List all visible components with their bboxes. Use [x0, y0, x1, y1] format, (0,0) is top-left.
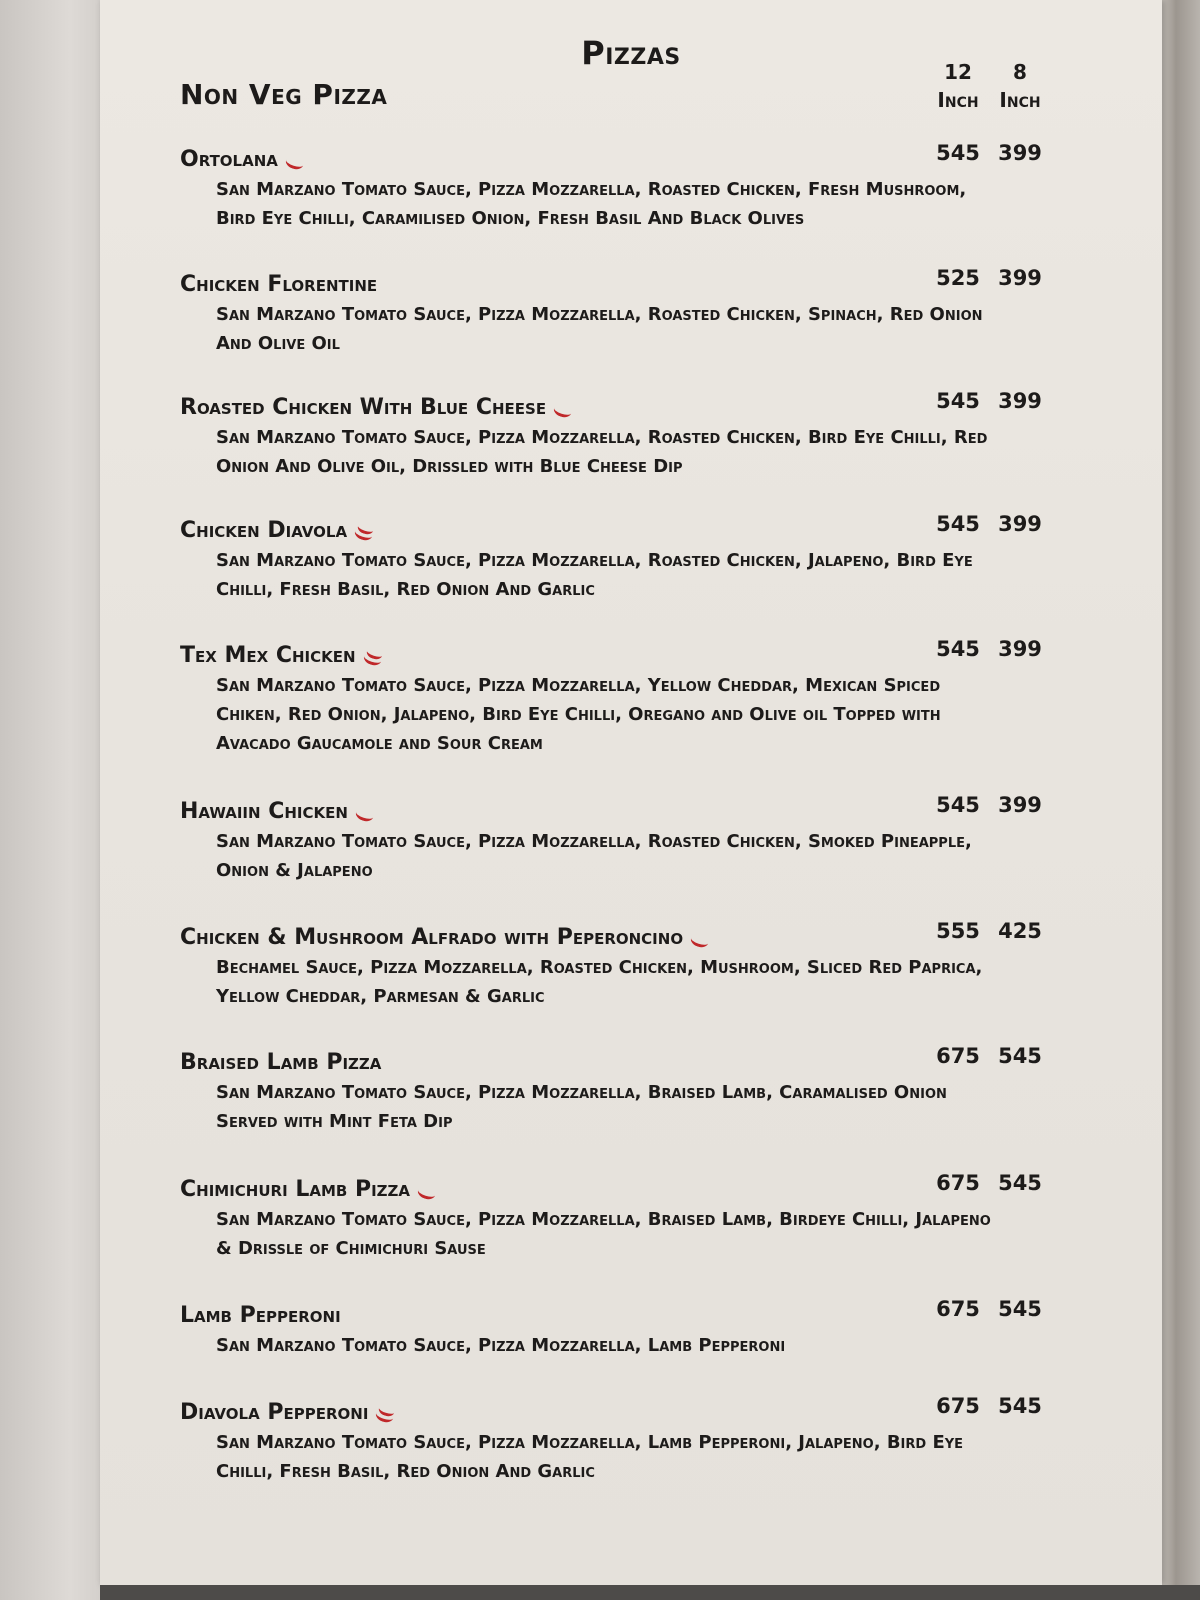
price-12-inch: 545 [936, 141, 980, 165]
chilli-icon [376, 1407, 394, 1419]
item-name: Diavola Pepperoni [180, 1400, 369, 1425]
price-8-inch: 399 [998, 141, 1042, 165]
item-description: San Marzano Tomato Sauce, Pizza Mozzarella, Yellow Cheddar, Mexican Spiced Chiken, Red Onion, Jalapeno, Bird Eye Chilli, Oregano and Olive oil Topped with Avacado Gaucamole and Sour Cream [216, 675, 941, 754]
item-name: Chicken Florentine [180, 272, 378, 297]
menu-item [180, 1171, 1080, 1263]
price-12-inch: 545 [936, 793, 980, 817]
item-description: San Marzano Tomato Sauce, Pizza Mozzarella, Roasted Chicken, Fresh Mushroom, Bird Eye Chilli, Caramilised Onion, Fresh Basil And Black Olives [216, 179, 967, 229]
price-8-inch: 399 [998, 637, 1042, 661]
price-12-inch: 555 [936, 919, 980, 943]
price-8-inch: 425 [998, 919, 1042, 943]
price-12-inch: 545 [936, 512, 980, 536]
price-12-inch: 675 [936, 1171, 980, 1195]
menu-item [180, 389, 1080, 481]
menu-page [100, 0, 1162, 1585]
chilli-icon [286, 154, 304, 166]
item-description: San Marzano Tomato Sauce, Pizza Mozzarella, Roasted Chicken, Jalapeno, Bird Eye Chilli, Fresh Basil, Red Onion And Garlic [216, 550, 973, 600]
price-12-inch: 675 [936, 1297, 980, 1321]
chilli-icon [691, 932, 709, 944]
price-12-inch: 545 [936, 637, 980, 661]
item-description: San Marzano Tomato Sauce, Pizza Mozzarella, Lamb Pepperoni [216, 1335, 786, 1356]
menu-item [180, 1394, 1080, 1486]
menu-item [180, 266, 1080, 358]
price-12-inch: 525 [936, 266, 980, 290]
item-description: San Marzano Tomato Sauce, Pizza Mozzarella, Roasted Chicken, Smoked Pineapple, Onion & Jalapeno [216, 831, 972, 881]
item-name: Hawaiin Chicken [180, 799, 348, 824]
price-8-inch: 545 [998, 1044, 1042, 1068]
menu-item [180, 793, 1080, 885]
price-8-inch: 545 [998, 1394, 1042, 1418]
price-8-inch: 545 [998, 1297, 1042, 1321]
menu-item [180, 637, 1080, 758]
section-title: Non Veg Pizza [180, 78, 388, 111]
item-description: San Marzano Tomato Sauce, Pizza Mozzarella, Braised Lamb, Caramalised Onion Served with Mint Feta Dip [216, 1082, 947, 1132]
item-name: Lamb Pepperoni [180, 1303, 341, 1328]
price-8-inch: 399 [998, 512, 1042, 536]
menu-item [180, 919, 1080, 1011]
size-unit: Inch [937, 88, 979, 112]
price-12-inch: 675 [936, 1044, 980, 1068]
item-description: San Marzano Tomato Sauce, Pizza Mozzarella, Braised Lamb, Birdeye Chilli, Jalapeno & Drissle of Chimichuri Sause [216, 1209, 991, 1259]
price-12-inch: 675 [936, 1394, 980, 1418]
price-8-inch: 399 [998, 793, 1042, 817]
table-surface [100, 1585, 1200, 1600]
chilli-icon [364, 650, 382, 662]
item-name: Chicken Diavola [180, 518, 348, 543]
item-description: San Marzano Tomato Sauce, Pizza Mozzarella, Lamb Pepperoni, Jalapeno, Bird Eye Chilli, Fresh Basil, Red Onion And Garlic [216, 1432, 964, 1482]
size-header-12 [928, 58, 988, 114]
book-edge [1160, 0, 1200, 1600]
item-name: Roasted Chicken With Blue Cheese [180, 395, 547, 420]
item-name: Chimichuri Lamb Pizza [180, 1177, 411, 1202]
item-name: Chicken & Mushroom Alfrado with Peperoncino [180, 925, 684, 950]
size-header-8 [990, 58, 1050, 114]
size-number: 12 [944, 60, 972, 84]
menu-item [180, 141, 1080, 233]
item-name: Braised Lamb Pizza [180, 1050, 382, 1075]
price-8-inch: 399 [998, 389, 1042, 413]
item-description: San Marzano Tomato Sauce, Pizza Mozzarella, Roasted Chicken, Bird Eye Chilli, Red Onion And Olive Oil, Drissled with Blue Cheese Dip [216, 427, 988, 477]
menu-item [180, 1297, 1080, 1360]
page-title: Pizzas [581, 34, 681, 72]
size-number: 8 [1013, 60, 1027, 84]
item-description: Bechamel Sauce, Pizza Mozzarella, Roasted Chicken, Mushroom, Sliced Red Paprica, Yellow Cheddar, Parmesan & Garlic [216, 957, 983, 1007]
chilli-icon [355, 525, 373, 537]
price-8-inch: 399 [998, 266, 1042, 290]
item-name: Tex Mex Chicken [180, 643, 356, 668]
menu-item [180, 512, 1080, 604]
chilli-icon [418, 1184, 436, 1196]
chilli-icon [356, 806, 374, 818]
item-description: San Marzano Tomato Sauce, Pizza Mozzarella, Roasted Chicken, Spinach, Red Onion And Olive Oil [216, 304, 983, 354]
item-name: Ortolana [180, 147, 278, 172]
menu-item [180, 1044, 1080, 1136]
price-8-inch: 545 [998, 1171, 1042, 1195]
chilli-icon [554, 402, 572, 414]
price-12-inch: 545 [936, 389, 980, 413]
facing-page [0, 0, 102, 1600]
size-unit: Inch [999, 88, 1041, 112]
